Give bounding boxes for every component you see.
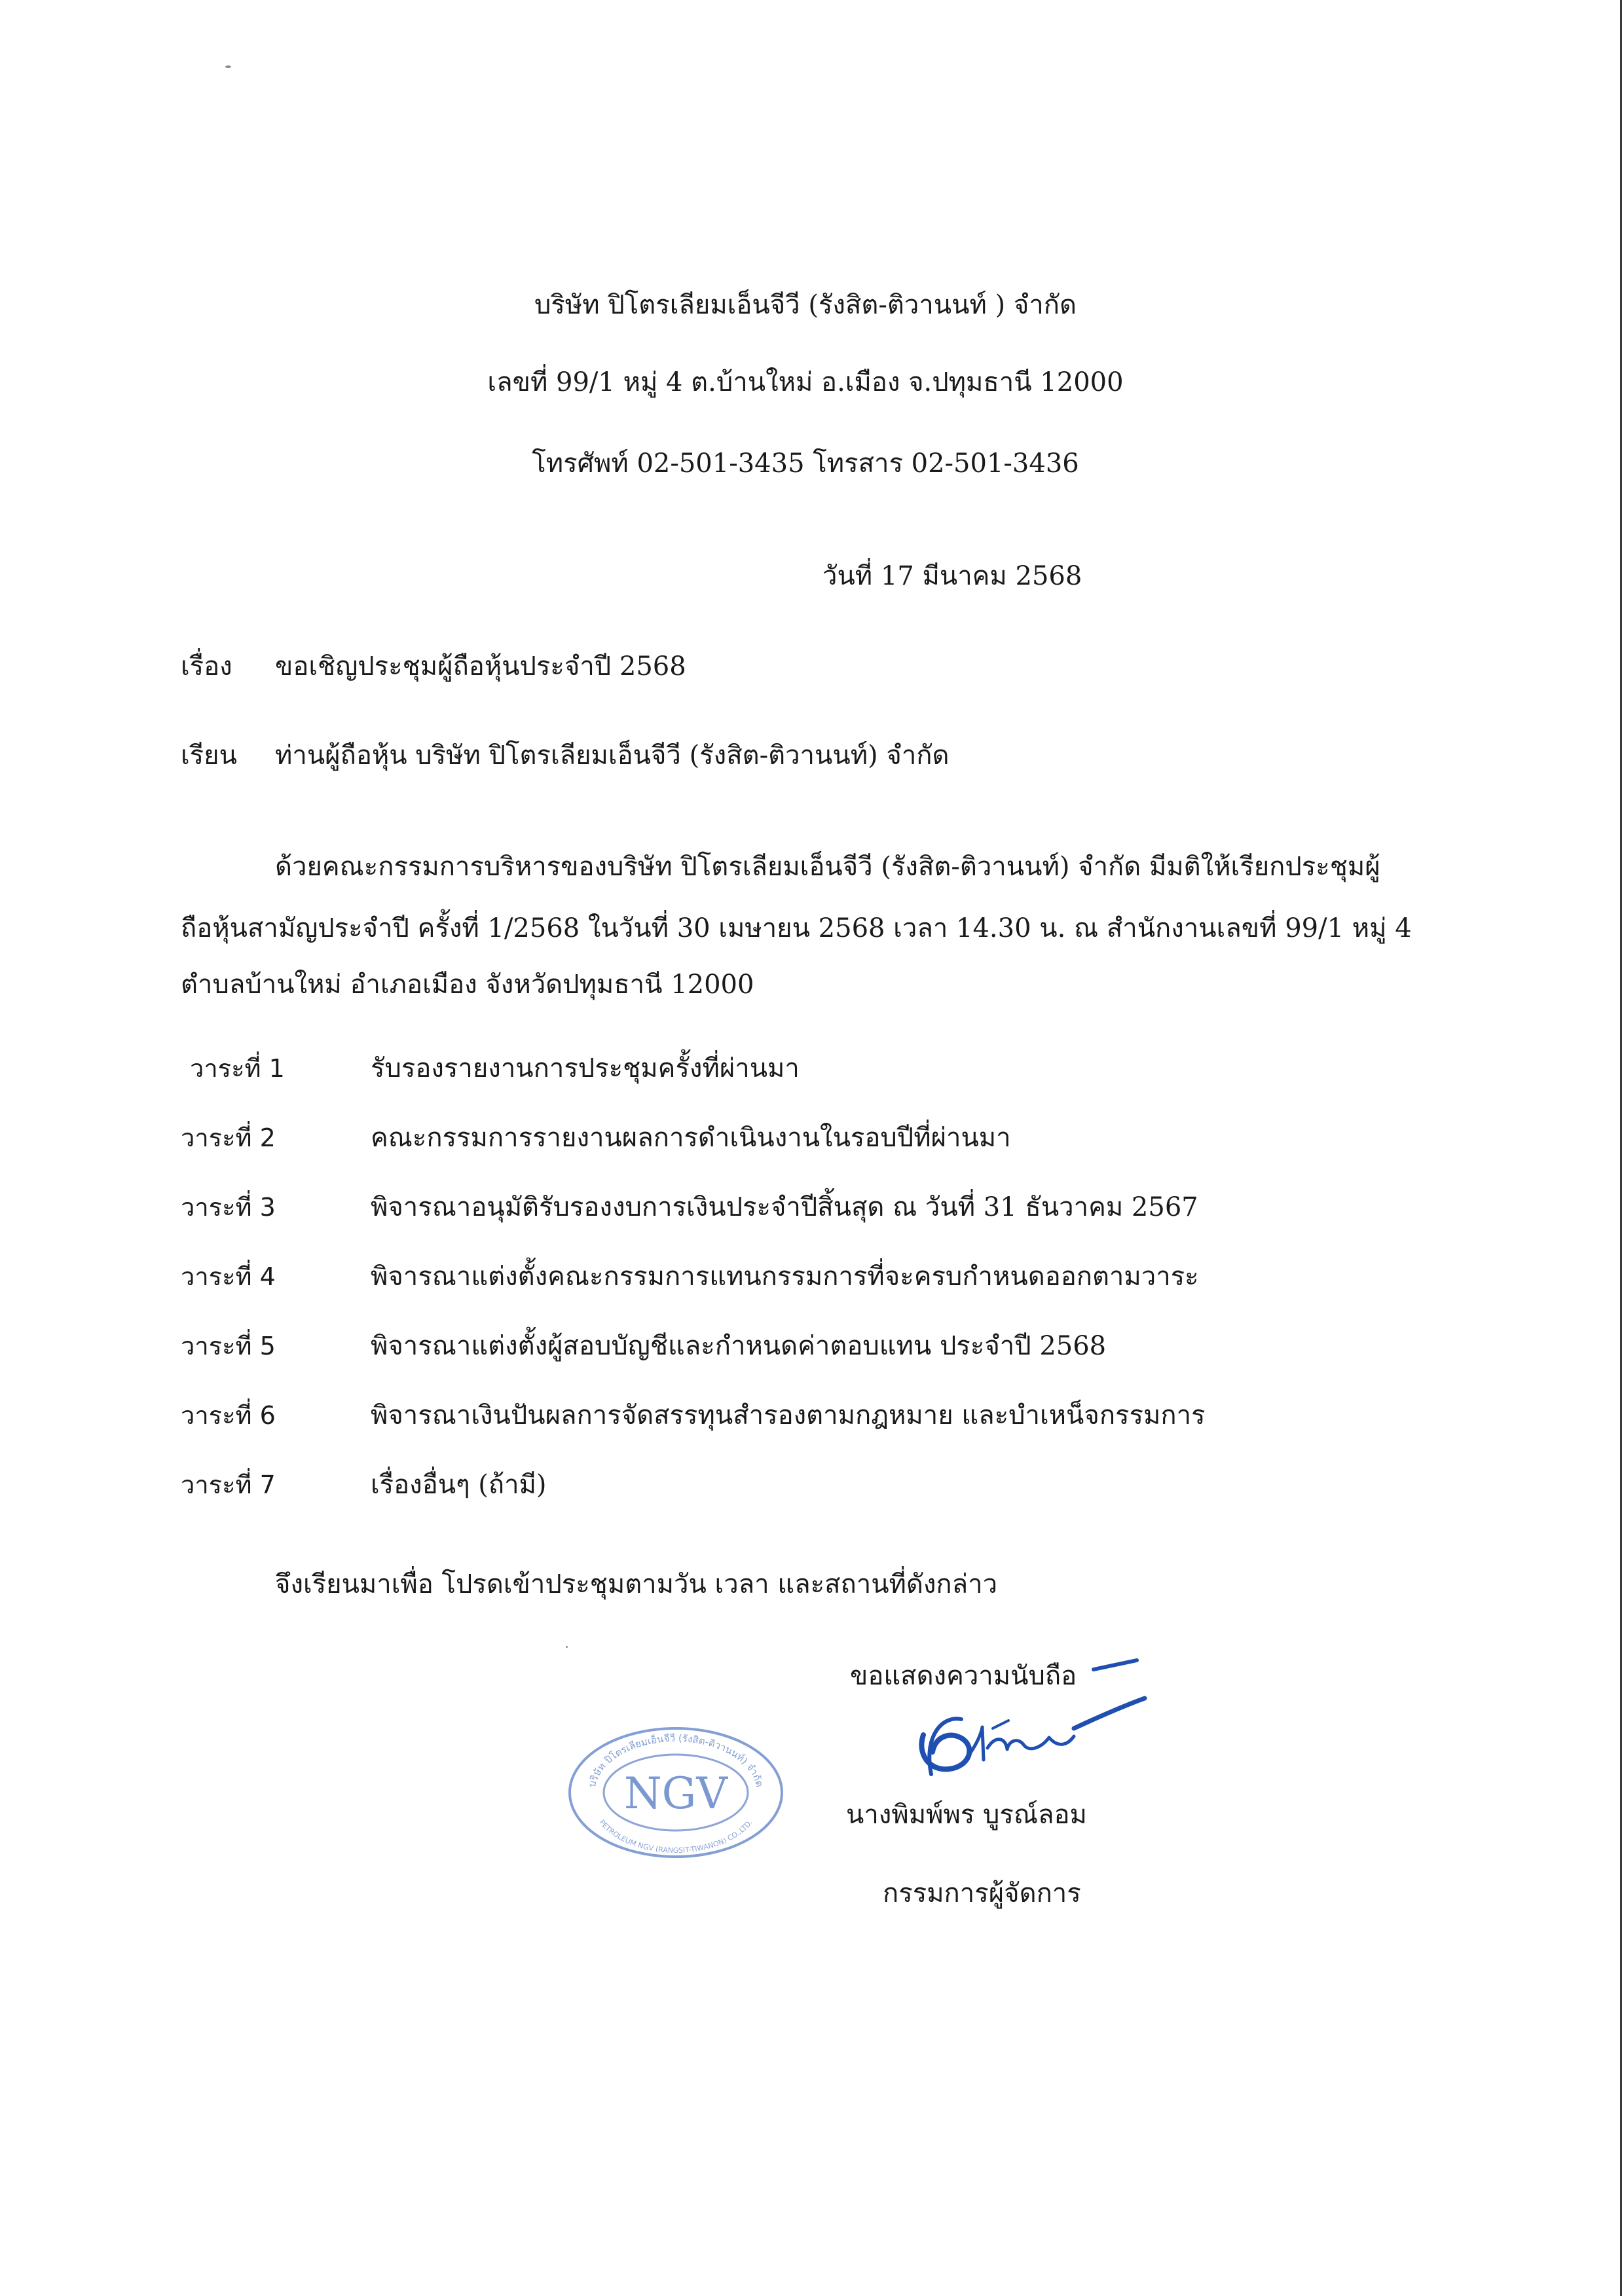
company-name: บริษัท ปิโตรเลียมเอ็นจีวี (รังสิต-ติวานนท์ ) จำกัด	[534, 290, 1077, 320]
signature	[877, 1656, 1153, 1813]
scan-edge-line	[1620, 0, 1622, 2296]
agenda-item-label: วาระที่ 3	[181, 1193, 276, 1222]
agenda-item-label: วาระที่ 1	[190, 1054, 285, 1083]
body-line-2: ถือหุ้นสามัญประจำปี ครั้งที่ 1/2568 ในวันที่ 30 เมษายน 2568 เวลา 14.30 น. ณ สำนักงานเลขที่ 99/1 หมู่ 4	[181, 913, 1412, 943]
recipient-text: ท่านผู้ถือหุ้น บริษัท ปิโตรเลียมเอ็นจีวี (รังสิต-ติวานนท์) จำกัด	[275, 740, 950, 771]
company-stamp	[564, 1722, 787, 1863]
agenda-item-text: เรื่องอื่นๆ (ถ้ามี)	[371, 1470, 547, 1500]
signer-title: กรรมการผู้จัดการ	[883, 1878, 1081, 1908]
agenda-item-text: พิจารณาแต่งตั้งผู้สอบบัญชีและกำหนดค่าตอบแทน ประจำปี 2568	[371, 1331, 1107, 1361]
scan-speck	[566, 1646, 568, 1648]
letter-date: วันที่ 17 มีนาคม 2568	[822, 561, 1082, 591]
agenda-item-label: วาระที่ 5	[181, 1332, 276, 1360]
stamp-ring-text-thai: บริษัท ปิโตรเลียมเอ็นจีวี (รังสิต-ติวานนท์) จำกัด	[585, 1732, 766, 1789]
regards-line: ขอแสดงความนับถือ	[850, 1661, 1077, 1691]
agenda-item-text: คณะกรรมการรายงานผลการดำเนินงานในรอบปีที่ผ่านมา	[371, 1123, 1011, 1153]
subject-text: ขอเชิญประชุมผู้ถือหุ้นประจำปี 2568	[275, 651, 686, 682]
recipient-label: เรียน	[181, 740, 237, 771]
company-contact: โทรศัพท์ 02-501-3435 โทรสาร 02-501-3436	[532, 448, 1079, 479]
stamp-logo-text: NGV	[623, 1768, 728, 1819]
agenda-item-text: พิจารณาเงินปันผลการจัดสรรทุนสำรองตามกฎหมาย และบำเหน็จกรรมการ	[371, 1400, 1206, 1430]
agenda-item-label: วาระที่ 6	[181, 1401, 276, 1430]
agenda-item-text: พิจารณาแต่งตั้งคณะกรรมการแทนกรรมการที่จะครบกำหนดออกตามวาระ	[371, 1262, 1199, 1292]
agenda-item-label: วาระที่ 7	[181, 1470, 276, 1499]
closing-line: จึงเรียนมาเพื่อ โปรดเข้าประชุมตามวัน เวลา และสถานที่ดังกล่าว	[275, 1569, 998, 1599]
agenda-item-text: พิจารณาอนุมัติรับรองงบการเงินประจำปีสิ้นสุด ณ วันที่ 31 ธันวาคม 2567	[371, 1192, 1198, 1222]
signer-name: นางพิมพ์พร บูรณ์ลอม	[846, 1800, 1087, 1830]
agenda-item-text: รับรองรายงานการประชุมครั้งที่ผ่านมา	[371, 1053, 800, 1084]
agenda-item-label: วาระที่ 4	[181, 1262, 276, 1291]
subject-label: เรื่อง	[181, 651, 232, 682]
scan-speck	[225, 65, 231, 68]
body-line-3: ตำบลบ้านใหม่ อำเภอเมือง จังหวัดปทุมธานี 12000	[181, 970, 754, 1000]
company-address: เลขที่ 99/1 หมู่ 4 ต.บ้านใหม่ อ.เมือง จ.ปทุมธานี 12000	[487, 367, 1124, 397]
agenda-item-label: วาระที่ 2	[181, 1123, 276, 1152]
stamp-ring-text-en: PETROLEUM NGV (RANGSIT-TIWANON) CO.,LTD.	[597, 1818, 754, 1855]
body-line-1: ด้วยคณะกรรมการบริหารของบริษัท ปิโตรเลียมเอ็นจีวี (รังสิต-ติวานนท์) จำกัด มีมติให้เรียกประชุมผู้	[275, 852, 1380, 882]
